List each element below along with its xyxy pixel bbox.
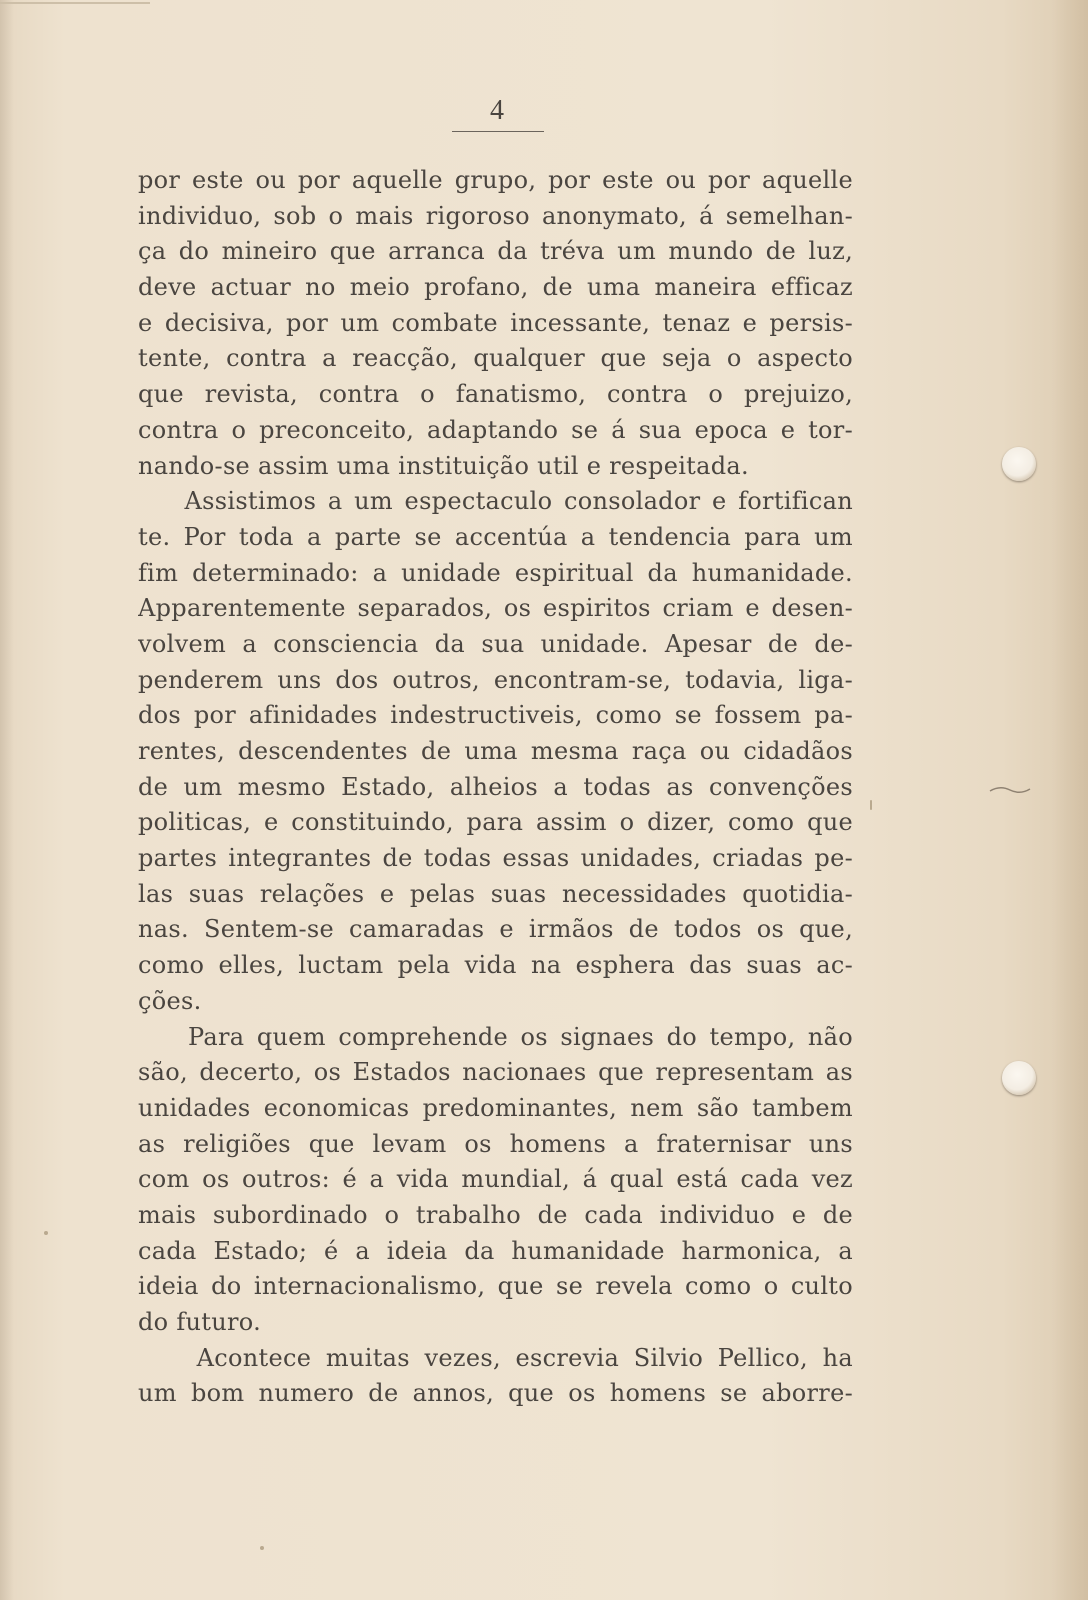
- text-line: e decisiva, por um combate incessante, tenaz e persis-: [138, 308, 853, 337]
- paper-speck: [870, 800, 872, 810]
- top-rule: [0, 2, 150, 4]
- text-line: nas. Sentem-se camaradas e irmãos de todos os que,: [138, 915, 853, 944]
- punch-hole: [1002, 447, 1036, 481]
- text-line: são, decerto, os Estados nacionaes que representam as: [138, 1058, 853, 1087]
- page-number: 4: [490, 95, 504, 126]
- text-line: dos por afinidades indestructiveis, como se fossem pa-: [138, 701, 853, 730]
- text-line: Acontece muitas vezes, escrevia Silvio Pellico, ha: [138, 1343, 853, 1372]
- text-line: te. Por toda a parte se accentúa a tendencia para um: [138, 522, 853, 551]
- text-line: nando-se assim uma instituição util e respeitada.: [138, 451, 749, 480]
- text-line: Apparentemente separados, os espiritos criam e desen-: [138, 594, 853, 623]
- text-line: as religiões que levam os homens a fraternisar uns: [138, 1129, 853, 1158]
- text-line: politicas, e constituindo, para assim o dizer, como que: [138, 808, 853, 837]
- page-number-rule: [452, 131, 544, 132]
- text-line: deve actuar no meio profano, de uma maneira efficaz: [138, 273, 853, 302]
- text-line: ça do mineiro que arranca da tréva um mundo de luz,: [138, 237, 853, 266]
- text-line: um bom numero de annos, que os homens se aborre-: [138, 1379, 853, 1408]
- text-line: contra o preconceito, adaptando se á sua epoca e tor-: [138, 415, 853, 444]
- text-line: como elles, luctam pela vida na esphera das suas ac-: [138, 951, 853, 980]
- page-edge: [1052, 0, 1088, 1600]
- crease-mark: [988, 785, 1032, 795]
- text-line: ções.: [138, 986, 202, 1015]
- text-line: que revista, contra o fanatismo, contra o prejuizo,: [138, 380, 853, 409]
- text-line: fim determinado: a unidade espiritual da humanidade.: [138, 558, 853, 587]
- text-line: unidades economicas predominantes, nem são tambem: [138, 1093, 853, 1122]
- text-line: cada Estado; é a ideia da humanidade harmonica, a: [138, 1236, 853, 1265]
- text-line: rentes, descendentes de uma mesma raça ou cidadãos: [138, 737, 853, 765]
- text-line: volvem a consciencia da sua unidade. Apesar de de-: [138, 629, 853, 658]
- text-line: Assistimos a um espectaculo consolador e fortifican: [138, 487, 853, 516]
- binding-shadow: [0, 0, 14, 1600]
- body-text: [138, 163, 853, 1412]
- text-line: por este ou por aquelle grupo, por este ou por aquelle: [138, 166, 853, 194]
- text-line: ideia do internacionalismo, que se revela como o culto: [138, 1272, 853, 1301]
- text-line: Para quem comprehende os signaes do tempo, não: [138, 1022, 853, 1051]
- text-line: penderem uns dos outros, encontram-se, todavia, liga-: [138, 665, 853, 694]
- paper-speck: [260, 1546, 264, 1550]
- text-line: do futuro.: [138, 1308, 262, 1336]
- punch-hole: [1002, 1061, 1036, 1095]
- text-line: las suas relações e pelas suas necessidades quotidia-: [138, 879, 853, 908]
- text-line: tente, contra a reacção, qualquer que seja o aspecto: [138, 344, 853, 373]
- text-line: partes integrantes de todas essas unidades, criadas pe-: [138, 844, 853, 873]
- text-line: de um mesmo Estado, alheios a todas as convenções: [138, 772, 853, 801]
- text-line: individuo, sob o mais rigoroso anonymato, á semelhan-: [138, 201, 853, 230]
- text-line: mais subordinado o trabalho de cada individuo e de: [138, 1200, 853, 1229]
- paper-speck: [44, 1231, 48, 1235]
- text-line: com os outros: é a vida mundial, á qual está cada vez: [138, 1165, 853, 1194]
